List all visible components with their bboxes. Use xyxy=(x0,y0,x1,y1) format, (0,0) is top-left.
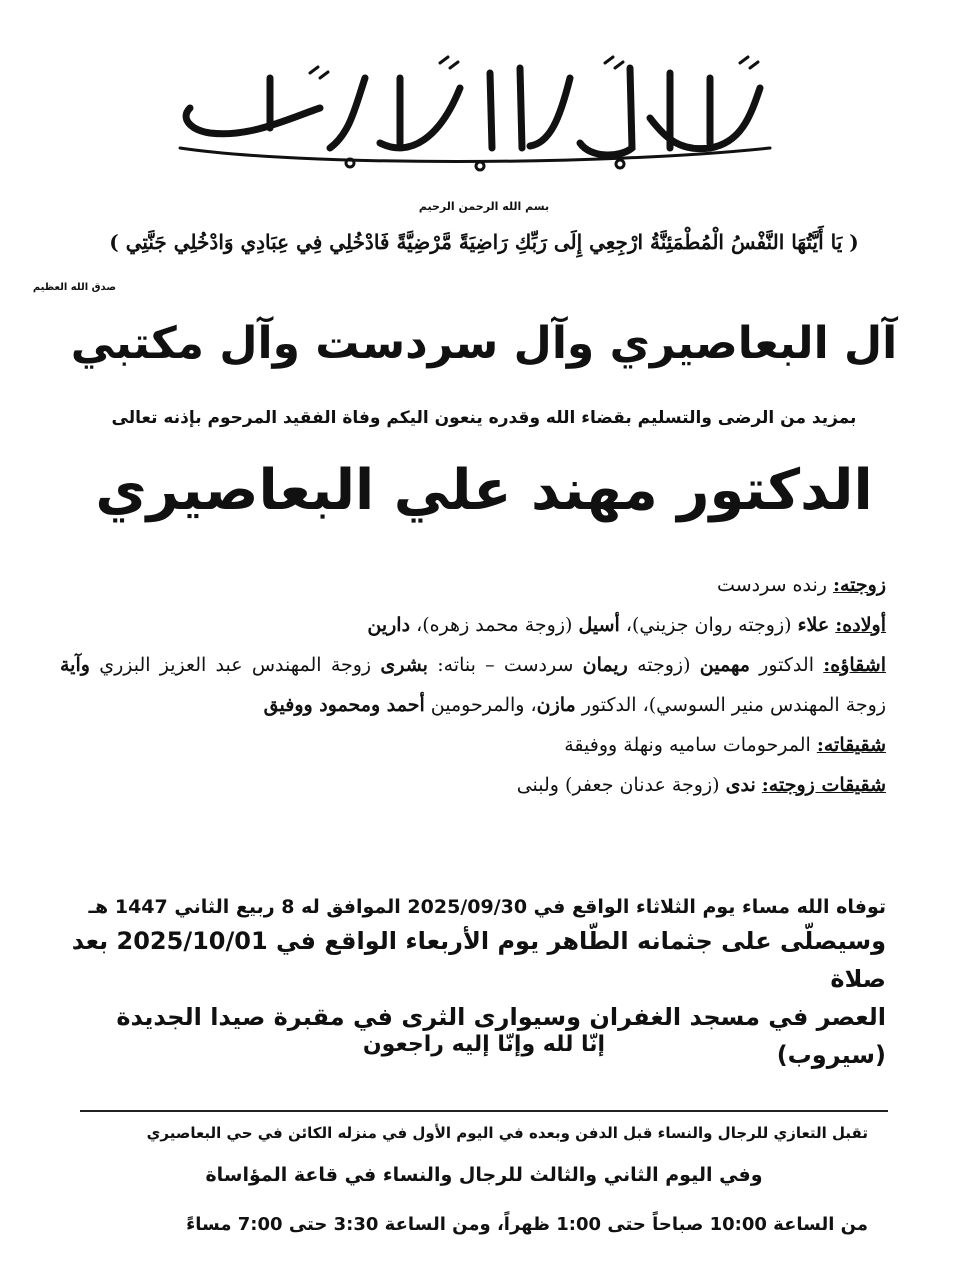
calligraphy-art xyxy=(150,48,790,178)
brothers-text: (زوجته xyxy=(627,654,700,676)
condolences-line-2: وفي اليوم الثاني والثالث للرجال والنساء في قاعة المؤاساة xyxy=(205,1164,763,1186)
istirja: إنّا لله وإنّا إليه راجعون xyxy=(362,1032,606,1057)
brother-name: مازن xyxy=(536,694,576,716)
wife-label: زوجته: xyxy=(832,574,886,596)
death-date-line: توفاه الله مساء يوم الثلاثاء الواقع في 2025/09/30 الموافق له 8 ربيع الثاني 1447 هـ xyxy=(88,896,886,918)
condolences-line-1: تقبل التعازي للرجال والنساء قبل الدفن وبعده في اليوم الأول في منزله الكائن في حي البعاصيري xyxy=(146,1124,868,1142)
basmala: بسم الله الرحمن الرحيم xyxy=(418,200,550,213)
relative-name: بشرى xyxy=(380,654,428,676)
wife-sisters-line xyxy=(60,765,886,805)
brothers-text: سردست – بناته: xyxy=(427,654,583,676)
relative-name: ريمان xyxy=(582,654,628,676)
divider xyxy=(80,1110,888,1112)
wife-line xyxy=(60,565,886,605)
child-name: علاء xyxy=(797,614,830,636)
child-spouse: (زوجته روان جزيني)، xyxy=(619,614,798,636)
brothers-text: ، والمرحومين xyxy=(424,694,537,716)
sadaq-allah: صدق الله العظيم xyxy=(32,282,116,293)
quran-verse: ( يَا أَيَّتُهَا النَّفْسُ الْمُطْمَئِنَّةُ ارْجِعِي إِلَى رَبِّكِ رَاضِيَةً مَّرْضِيَّةً فَادْخُلِي فِي عِبَادِي وَادْخُلِي جَنَّتِي ) xyxy=(109,230,859,254)
deceased-name: الدكتور مهند علي البعاصيري xyxy=(95,458,873,523)
brothers-label: اشقاؤه: xyxy=(823,654,886,676)
sisters-line xyxy=(60,725,886,765)
burial-line: العصر في مسجد الغفران وسيوارى الثرى في مقبرة صيدا الجديدة (سيروب) xyxy=(116,1003,886,1069)
sisters-value: المرحومات ساميه ونهلة ووفيقة xyxy=(564,734,811,756)
announcement-intro: بمزيد من الرضى والتسليم بقضاء الله وقدره ينعون اليكم وفاة الفقيد المرحوم بإذنه تعالى xyxy=(111,408,857,428)
sisters-label: شقيقاته: xyxy=(816,734,886,756)
brother-name: أحمد ومحمود ووفيق xyxy=(263,694,425,716)
child-name: دارين xyxy=(367,614,411,636)
brothers-text: زوجة المهندس عبد العزيز البزري xyxy=(89,654,381,676)
family-names: آل البعاصيري وآل سردست وآل مكتبي xyxy=(70,318,898,369)
brothers-text: زوجة المهندس منير السوسي)، الدكتور xyxy=(575,694,886,716)
calligraphy-header xyxy=(150,48,790,178)
wife-sisters-label: شقيقات زوجته: xyxy=(761,774,886,796)
children-line xyxy=(60,605,886,645)
funeral-prayer-line: وسيصلّى على جثمانه الطّاهر يوم الأربعاء الواقع في 2025/10/01 بعد صلاة xyxy=(71,927,886,993)
wife-value: رنده سردست xyxy=(717,574,827,596)
child-spouse: (زوجة محمد زهره)، xyxy=(410,614,579,636)
brothers-paragraph xyxy=(60,645,886,725)
children-label: أولاده: xyxy=(835,614,886,636)
wife-sister-name: ندى xyxy=(725,774,756,796)
brother-name: مهمين xyxy=(699,654,750,676)
relative-name: وآية xyxy=(60,654,90,676)
relatives-list xyxy=(60,565,886,805)
child-name: أسيل xyxy=(578,614,620,636)
brothers-text: الدكتور xyxy=(749,654,824,676)
condolences-hours: من الساعة 10:00 صباحاً حتى 1:00 ظهراً، ومن الساعة 3:30 حتى 7:00 مساءً xyxy=(186,1214,868,1235)
wife-sisters-text: (زوجة عدنان جعفر) ولبنى xyxy=(516,774,726,796)
